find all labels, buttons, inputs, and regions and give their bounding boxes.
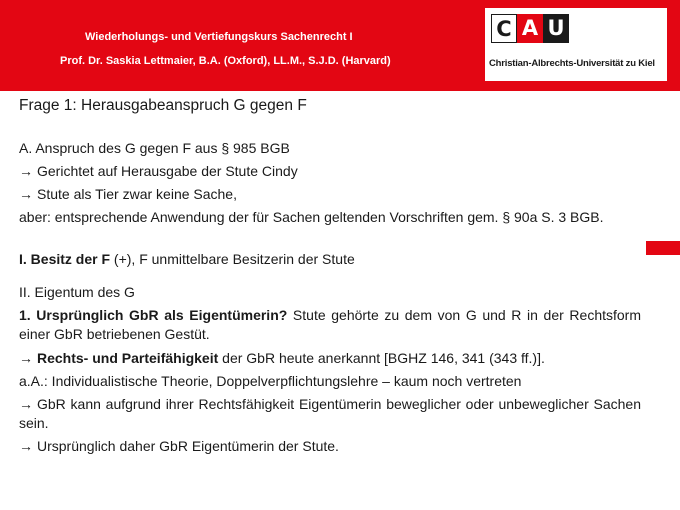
university-logo	[485, 8, 667, 81]
section-a-point-2	[19, 185, 641, 204]
arrow-icon: →	[19, 350, 33, 366]
logo-letter-a: A	[517, 14, 543, 43]
section-a-point-2-text: Stute als Tier zwar keine Sache,	[37, 186, 237, 202]
ownership-point-3: a.A.: Individualistische Theorie, Doppelverpflichtungslehre – kaum noch vertreten	[19, 373, 522, 389]
ownership-point-2	[19, 349, 641, 368]
arrow-icon: →	[19, 438, 33, 454]
ownership-point-2-heading: Rechts- und Parteifähigkeit	[37, 350, 219, 366]
logo-letters	[491, 14, 569, 43]
ownership-point-5	[19, 437, 641, 456]
section-a-heading: A. Anspruch des G gegen F aus § 985 BGB	[19, 140, 290, 156]
course-title: Wiederholungs- und Vertiefungskurs Sachenrecht I	[85, 31, 353, 43]
ownership-point-4	[19, 395, 641, 433]
arrow-icon: →	[19, 163, 33, 179]
logo-university-name: Christian-Albrechts-Universität zu Kiel	[489, 58, 655, 69]
section-a-point-1-text: Gerichtet auf Herausgabe der Stute Cindy	[37, 163, 298, 179]
ownership-heading: II. Eigentum des G	[19, 284, 135, 300]
logo-letter-u: U	[543, 14, 569, 43]
ownership-point-5-text: Ursprünglich daher GbR Eigentümerin der Stute.	[37, 438, 339, 454]
section-a-point-1	[19, 162, 641, 181]
ownership-point-1-text: Stute gehörte zu dem von G und R in der Rechtsform einer GbR betriebenen Gestüt.	[19, 307, 641, 342]
course-subtitle: Prof. Dr. Saskia Lettmaier, B.A. (Oxford), LL.M., S.J.D. (Harvard)	[60, 55, 391, 67]
possession-text: (+), F unmittelbare Besitzerin der Stute	[110, 251, 355, 267]
possession-line	[19, 250, 641, 269]
ownership-point-4-text: GbR kann aufgrund ihrer Rechtsfähigkeit Eigentümerin beweglicher oder unbeweglicher Sachen sein.	[19, 396, 641, 431]
logo-letter-c: C	[491, 14, 517, 43]
arrow-icon: →	[19, 396, 33, 412]
question-title: Frage 1: Herausgabeanspruch G gegen F	[19, 97, 307, 114]
arrow-icon: →	[19, 186, 33, 202]
side-accent-tab	[646, 241, 680, 255]
ownership-point-1	[19, 306, 641, 344]
ownership-point-1-heading: 1. Ursprünglich GbR als Eigentümerin?	[19, 307, 288, 323]
section-a-point-3: aber: entsprechende Anwendung der für Sachen geltenden Vorschriften gem. § 90a S. 3 BGB.	[19, 209, 604, 225]
ownership-point-2-text: der GbR heute anerkannt [BGHZ 146, 341 (343 ff.)].	[218, 350, 545, 366]
possession-heading: I. Besitz der F	[19, 251, 111, 267]
